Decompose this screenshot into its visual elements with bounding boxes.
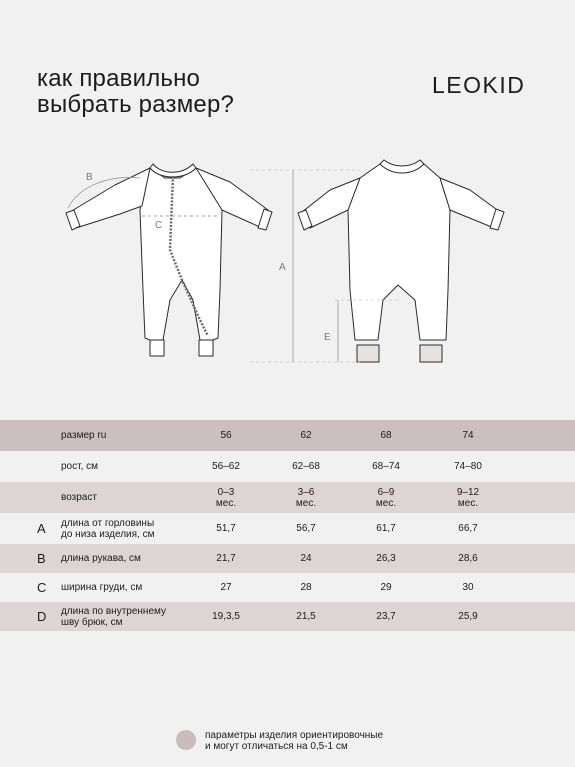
label-e: E bbox=[324, 332, 331, 343]
title-line-1: как правильно bbox=[37, 65, 201, 92]
table-row bbox=[0, 573, 575, 602]
table-cell: 21,7 bbox=[216, 553, 236, 564]
table-row bbox=[0, 513, 575, 544]
front-right-leg-cuff bbox=[199, 340, 213, 356]
row-label: длина от горловины до низа изделия, см bbox=[61, 517, 155, 540]
footnote-line-1: параметры изделия ориентировочные bbox=[205, 730, 384, 741]
table-cell: 6–9 мес. bbox=[375, 486, 397, 509]
table-cell: 25,9 bbox=[458, 611, 478, 622]
table-cell: 24 bbox=[300, 553, 312, 564]
table-row bbox=[0, 451, 575, 482]
label-a: A bbox=[279, 262, 286, 273]
row-label: ширина груди, см bbox=[61, 582, 143, 593]
table-row bbox=[0, 602, 575, 631]
table-row bbox=[0, 482, 575, 513]
front-left-sleeve bbox=[70, 168, 150, 228]
row-letter: B bbox=[37, 550, 46, 566]
back-left-leg-cuff bbox=[357, 345, 379, 362]
table-cell: 62–68 bbox=[292, 461, 320, 472]
back-right-leg-cuff bbox=[420, 345, 442, 362]
table-cell: 3–6 мес. bbox=[295, 486, 317, 509]
row-label: рост, см bbox=[61, 461, 99, 472]
front-body bbox=[140, 168, 222, 340]
footnote bbox=[205, 730, 383, 752]
table-cell: 74 bbox=[462, 430, 474, 441]
table-cell: 56 bbox=[220, 430, 232, 441]
row-label: возраст bbox=[61, 492, 97, 503]
table-cell: 56–62 bbox=[212, 461, 240, 472]
table-cell: 62 bbox=[300, 430, 312, 441]
front-left-leg-cuff bbox=[150, 340, 164, 356]
table-cell: 0–3 мес. bbox=[215, 486, 237, 509]
row-letter: A bbox=[37, 520, 46, 536]
table-cell: 68 bbox=[380, 430, 392, 441]
table-cell: 51,7 bbox=[216, 523, 236, 534]
table-cell: 29 bbox=[380, 582, 392, 593]
row-letter: D bbox=[37, 608, 47, 624]
table-cell: 28,6 bbox=[458, 553, 478, 564]
back-body bbox=[348, 164, 450, 340]
table-cell: 28 bbox=[300, 582, 312, 593]
size-table bbox=[0, 420, 575, 631]
row-letter: C bbox=[37, 579, 47, 595]
table-cell: 21,5 bbox=[296, 611, 316, 622]
table-cell: 23,7 bbox=[376, 611, 396, 622]
table-cell: 61,7 bbox=[376, 523, 396, 534]
info-icon bbox=[176, 730, 196, 750]
table-cell: 56,7 bbox=[296, 523, 316, 534]
label-c: C bbox=[155, 220, 163, 231]
table-cell: 68–74 bbox=[372, 461, 400, 472]
table-cell: 30 bbox=[462, 582, 474, 593]
row-label: длина рукава, см bbox=[61, 553, 141, 564]
table-row bbox=[0, 544, 575, 573]
row-label: размер ru bbox=[61, 430, 107, 441]
table-cell: 66,7 bbox=[458, 523, 478, 534]
table-cell: 19,3,5 bbox=[212, 611, 240, 622]
table-cell: 74–80 bbox=[454, 461, 482, 472]
brand-logo: LEOKID bbox=[432, 72, 526, 98]
table-cell: 26,3 bbox=[376, 553, 396, 564]
table-row bbox=[0, 420, 575, 451]
title-line-2: выбрать размер? bbox=[37, 91, 235, 118]
footnote-line-2: и могут отличаться на 0,5-1 см bbox=[205, 741, 348, 752]
table-cell: 9–12 мес. bbox=[456, 486, 480, 509]
label-b: B bbox=[86, 172, 93, 183]
garment-illustration bbox=[0, 150, 575, 380]
page-title bbox=[37, 66, 234, 118]
table-cell: 27 bbox=[220, 582, 232, 593]
row-label: длина по внутреннему шву брюк, см bbox=[61, 605, 167, 628]
